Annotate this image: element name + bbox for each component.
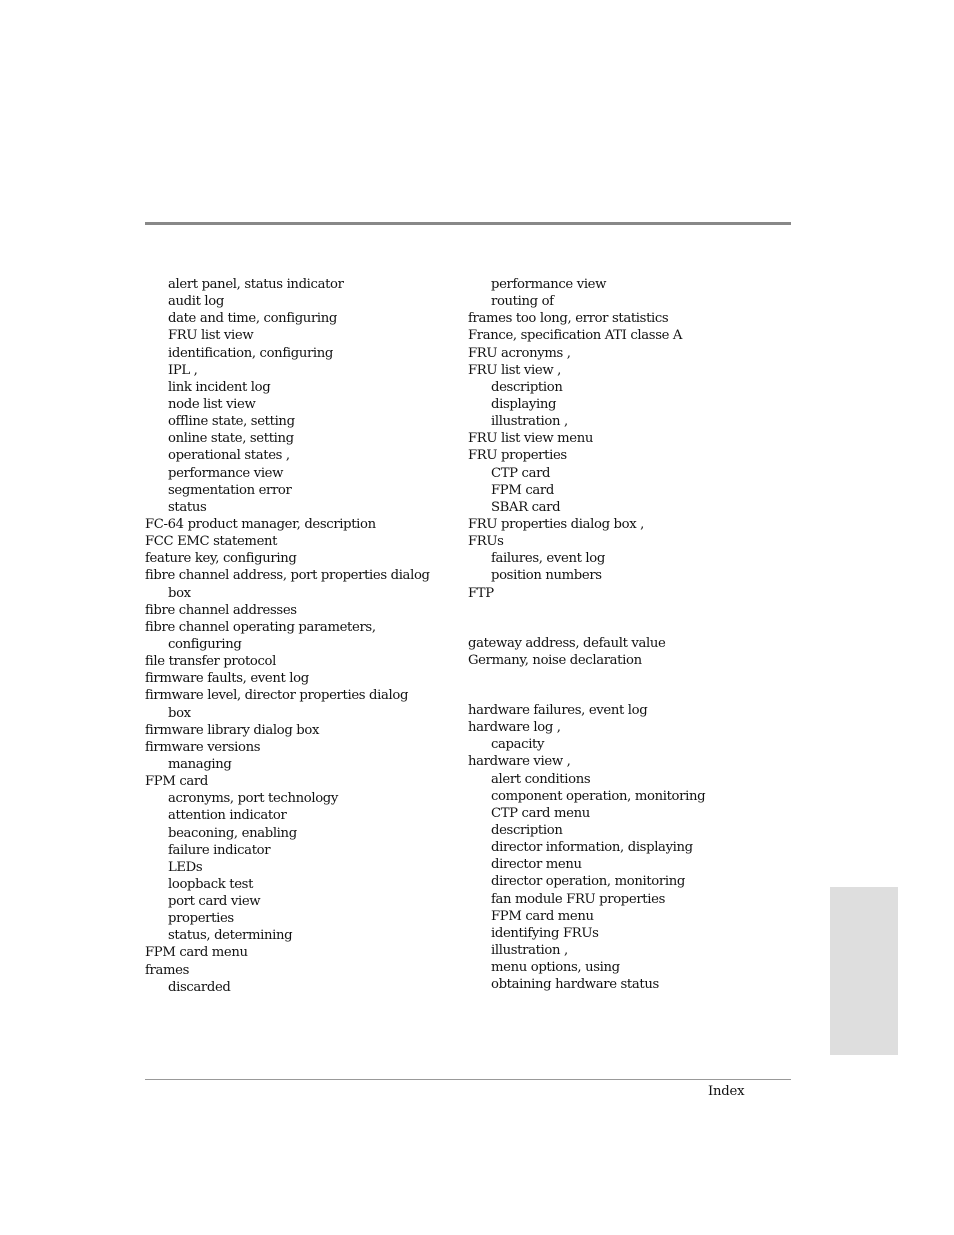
footer-rule bbox=[145, 1079, 791, 1080]
index-entry: Germany, noise declaration bbox=[468, 652, 642, 668]
index-subentry: fan module FRU properties bbox=[491, 891, 665, 907]
index-entry: fibre channel addresses bbox=[145, 602, 297, 618]
index-entry: FRU properties dialog box , bbox=[468, 516, 644, 532]
index-subentry: node list view bbox=[168, 396, 256, 412]
index-subentry: performance view bbox=[168, 465, 284, 481]
footer-section-label: Index bbox=[708, 1084, 745, 1099]
index-subentry: LEDs bbox=[168, 859, 203, 875]
index-entry: frames bbox=[145, 962, 190, 978]
index-subentry: segmentation error bbox=[168, 482, 292, 498]
index-subentry: displaying bbox=[491, 396, 557, 412]
index-subentry: director menu bbox=[491, 857, 582, 873]
index-subentry: FPM card menu bbox=[491, 908, 594, 924]
index-subentry: illustration , bbox=[491, 942, 568, 958]
index-subentry: operational states , bbox=[168, 448, 290, 464]
index-subentry: routing of bbox=[491, 294, 554, 310]
index-subentry: offline state, setting bbox=[168, 414, 295, 430]
index-subentry: director information, displaying bbox=[491, 840, 693, 856]
index-letter-gap bbox=[468, 602, 788, 635]
index-entry: firmware faults, event log bbox=[145, 671, 309, 687]
index-entry: France, specification ATI classe A bbox=[468, 328, 683, 344]
index-entry: FRU acronyms , bbox=[468, 345, 571, 361]
index-entry: FRU list view menu bbox=[468, 431, 594, 447]
index-subentry: box bbox=[168, 705, 191, 721]
index-subentry: acronyms, port technology bbox=[168, 791, 338, 807]
index-subentry: attention indicator bbox=[168, 808, 287, 824]
index-subentry: CTP card menu bbox=[491, 805, 590, 821]
index-subentry: illustration , bbox=[491, 414, 568, 430]
index-entry: FRU list view , bbox=[468, 362, 561, 378]
index-entry: file transfer protocol bbox=[145, 654, 276, 670]
index-subentry: director operation, monitoring bbox=[491, 874, 685, 890]
index-entry: FRUs bbox=[468, 534, 504, 550]
index-entry: firmware level, director properties dialog bbox=[145, 688, 409, 704]
index-subentry: capacity bbox=[491, 737, 545, 753]
index-subentry: FPM card bbox=[491, 482, 554, 498]
index-entry: fibre channel address, port properties dialog bbox=[145, 568, 430, 584]
index-subentry: alert panel, status indicator bbox=[168, 277, 344, 292]
index-entry: hardware failures, event log bbox=[468, 702, 648, 718]
index-entry: feature key, configuring bbox=[145, 551, 297, 567]
index-subentry: audit log bbox=[168, 294, 224, 310]
index-subentry: performance view bbox=[491, 277, 607, 292]
index-subentry: status, determining bbox=[168, 928, 293, 944]
index-subentry: IPL , bbox=[168, 362, 198, 378]
index-entry: fibre channel operating parameters, bbox=[145, 619, 376, 635]
index-subentry: configuring bbox=[168, 636, 242, 652]
index-subentry: box bbox=[168, 585, 191, 601]
section-thumb-tab bbox=[830, 887, 898, 1055]
index-subentry: loopback test bbox=[168, 876, 254, 892]
header-rule bbox=[145, 222, 791, 225]
index-column-right bbox=[468, 276, 788, 993]
index-letter-gap bbox=[468, 669, 788, 702]
index-subentry: CTP card bbox=[491, 465, 551, 481]
index-entry: hardware view , bbox=[468, 754, 571, 770]
index-subentry: identification, configuring bbox=[168, 345, 334, 361]
index-subentry: date and time, configuring bbox=[168, 311, 338, 327]
index-subentry: port card view bbox=[168, 894, 261, 910]
index-subentry: description bbox=[491, 822, 563, 838]
index-subentry: obtaining hardware status bbox=[491, 977, 659, 993]
index-entry: hardware log , bbox=[468, 720, 561, 736]
index-entry: frames too long, error statistics bbox=[468, 311, 669, 327]
index-subentry: failure indicator bbox=[168, 842, 271, 858]
index-entry: FPM card bbox=[145, 774, 208, 790]
index-entry: firmware library dialog box bbox=[145, 722, 320, 738]
index-subentry: managing bbox=[168, 756, 232, 772]
index-entry: FRU properties bbox=[468, 448, 567, 464]
index-subentry: status bbox=[168, 499, 207, 515]
index-subentry: SBAR card bbox=[491, 499, 561, 515]
index-subentry: online state, setting bbox=[168, 431, 294, 447]
index-entry: FCC EMC statement bbox=[145, 534, 278, 550]
index-subentry: menu options, using bbox=[491, 960, 620, 976]
index-subentry: description bbox=[491, 379, 563, 395]
index-entry: firmware versions bbox=[145, 739, 261, 755]
index-entry: FC-64 product manager, description bbox=[145, 516, 376, 532]
index-subentry: beaconing, enabling bbox=[168, 825, 297, 841]
index-subentry: identifying FRUs bbox=[491, 925, 599, 941]
index-entry: FTP bbox=[468, 585, 494, 601]
index-subentry: failures, event log bbox=[491, 551, 605, 567]
index-entry: gateway address, default value bbox=[468, 635, 666, 651]
index-column-left bbox=[145, 276, 445, 996]
index-subentry: link incident log bbox=[168, 379, 271, 395]
index-entry: FPM card menu bbox=[145, 945, 248, 961]
index-subentry: discarded bbox=[168, 979, 231, 995]
index-subentry: position numbers bbox=[491, 568, 602, 584]
index-subentry: component operation, monitoring bbox=[491, 788, 706, 804]
index-subentry: alert conditions bbox=[491, 771, 591, 787]
index-subentry: FRU list view bbox=[168, 328, 254, 344]
index-subentry: properties bbox=[168, 911, 234, 927]
